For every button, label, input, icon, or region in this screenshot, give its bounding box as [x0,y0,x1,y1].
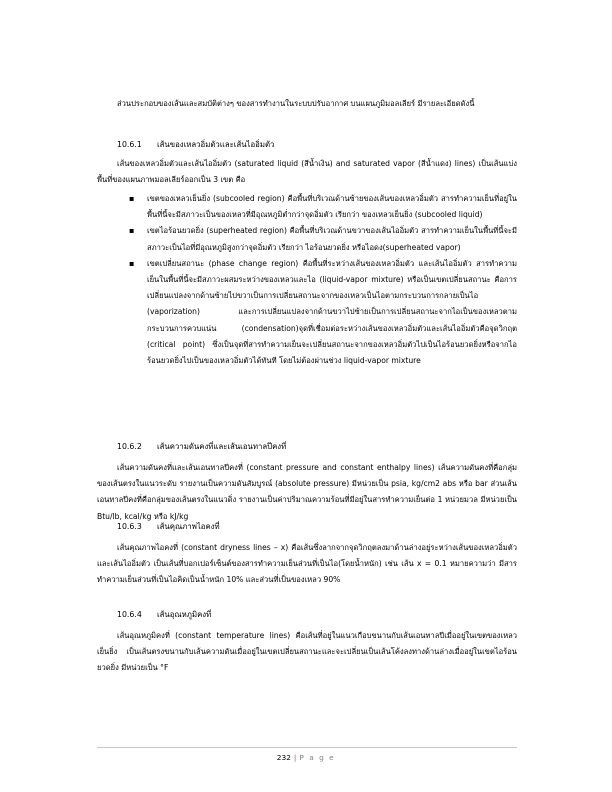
heading-number: 10.6.3 [117,522,142,531]
section-10-6-4-body: เส้นอุณหภูมิคงที่ (constant temperature lines) คือเส้นที่อยู่ในแนวเกือบขนานกับเส้นเอนทาลปีเมื่ออยู่ในเขตของเหลวเย็นยิ่ง เป็นเส้นตรงขนานกับเส้นความดันเมื่ออยู่ในเขตเปลี่ยนสถานะและจะเปลี่ยนเป็นเส้นโค้งลงทางด้านล่างเมื่ออยู่ในเขตไอร้อนยวดยิ่ง มีหน่วยเป็น °F [97,631,517,673]
list-item [97,256,517,369]
page-number: 232 [276,753,291,762]
section-10-6-2-body: เส้นความดันคงที่และเส้นเอนทาลปีคงที่ (constant pressure and constant enthalpy lines) เส้นความดันคงที่คือกลุ่มของเส้นตรงในแนวระดับ รายงานเป็นความดันสัมบูรณ์ (absolute pressure) มีหน่วยเป็น psia, kg/cm2 abs หรือ bar ส่วนเส้นเอนทาลปีคงที่คือกลุ่มของเส้นตรงในแนวดิ่ง รายงานเป็นค่าปริมาณความร้อนที่มีอยู่ในสารทำความเย็นต่อ 1 หน่วยมวล มีหน่วยเป็น Btu/lb, kcal/kg หรือ kJ/kg [97,463,517,521]
bullet-icon: ▪ [129,194,135,203]
list-item-text: เขตของเหลวเย็นยิ่ง (subcooled region) คือพื้นที่บริเวณด้านซ้ายของเส้นของเหลวอิ่มตัว สารทำความเย็นที่อยู่ในพื้นที่นี้จะมีสภาวะเป็นของเหลวที่มีอุณหภูมิต่ำกว่าจุดอิ่มตัว เรียกว่า ของเหลวเย็นยิ่ง (subcooled liquid) [147,194,517,220]
footer-divider [97,747,517,748]
list-item [97,223,517,255]
heading-title: เส้นอุณหภูมิคงที่ [157,610,212,619]
heading-10-6-2 [117,441,286,453]
heading-number: 10.6.2 [117,442,142,451]
heading-title: เส้นคุณภาพไอคงที่ [157,522,220,531]
section-10-6-3-body: เส้นคุณภาพไอคงที่ (constant dryness lines – x) คือเส้นซึ่งลากจากจุดวิกฤตลงมาด้านล่างอยู่ระหว่างเส้นของเหลวอิ่มตัวและเส้นไออิ่มตัว เป็นเส้นที่บอกเปอร์เซ็นต์ของสารทำความเย็นส่วนที่เป็นไอ(โดยน้ำหนัก) เช่น เส้น x = 0.1 หมายความว่า มีสารทำความเย็นส่วนที่เป็นไอคิดเป็นน้ำหนัก 10% และส่วนที่เป็นของเหลว 90% [97,543,517,585]
list-item-text: เขตเปลี่ยนสถานะ (phase change region) คือพื้นที่ระหว่างเส้นของเหลวอิ่มตัว และเส้นไออิ่มตัว สารทำความเย็นในพื้นที่นี้จะมีสภาวะผสมระหว่างของเหลวและไอ (liquid-vapor mixture) หรือเป็นเขตเปลี่ยนสถานะ คือการเปลี่ยนแปลงจากด้านซ้ายไปขวาเป็นการเปลี่ยนสถานะจากของเหลวเป็นไอตามกระบวนการกลายเป็นไอ (vaporization) และการเปลี่ยนแปลงจากด้านขวาไปซ้ายเป็นการเปลี่ยนสถานะจากไอเป็นของเหลวตามกระบวนการควบแน่น (condensation)จุดที่เชื่อมต่อระหว่างเส้นของเหลวอิ่มตัวและเส้นไออิ่มตัวคือจุดวิกฤต (critical point) ซึ่งเป็นจุดที่สารทำความเย็นจะเปลี่ยนสถานะจากของเหลวอิ่มตัวไปเป็นไอร้อนยวดยิ่งหรือจากไอร้อนยวดยิ่งไปเป็นของเหลวอิ่มตัวได้ทันที โดยไม่ต้องผ่านช่วง liquid-vapor mixture [147,258,517,366]
list-item [97,191,517,223]
heading-title: เส้นความดันคงที่และเส้นเอนทาลปีคงที่ [157,442,287,451]
heading-10-6-1 [117,139,274,151]
list-item-text: เขตไอร้อนยวดยิ่ง (superheated region) คือพื้นที่บริเวณด้านขวาของเส้นไออิ่มตัว สารทำความเย็นในพื้นที่นี้จะมีสภาวะเป็นไอที่มีอุณหภูมิสูงกว่าจุดอิ่มตัว เรียกว่า ไอร้อนยวดยิ่ง หรือไอดง(superheated vapor) [147,226,517,252]
heading-number: 10.6.4 [117,610,142,619]
page-footer [0,753,612,763]
region-bullet-list [97,191,517,369]
bullet-icon: ▪ [129,258,135,268]
heading-title: เส้นของเหลวอิ่มตัวและเส้นไออิ่มตัว [157,140,275,149]
intro-paragraph: ส่วนประกอบของเส้นและสมบัติต่างๆ ของสารทำงานในระบบปรับอากาศ บนแผนภูมิมอลเลียร์ มีรายละเอียดดังนี้ [117,99,475,108]
section-10-6-1-body: เส้นของเหลวอิ่มตัวและเส้นไออิ่มตัว (saturated liquid (สีน้ำเงิน) and saturated vapor (สีน้ำแดง) lines) เป็นเส้นแบ่งพื้นที่ของแผนภาพมอลเลียร์ออกเป็น 3 เขต คือ [97,159,517,185]
heading-10-6-4 [117,609,211,621]
footer-separator: | [293,753,297,762]
bullet-icon: ▪ [129,226,135,236]
heading-10-6-3 [117,521,220,533]
page-label: P a g e [299,753,336,762]
heading-number: 10.6.1 [117,140,142,149]
